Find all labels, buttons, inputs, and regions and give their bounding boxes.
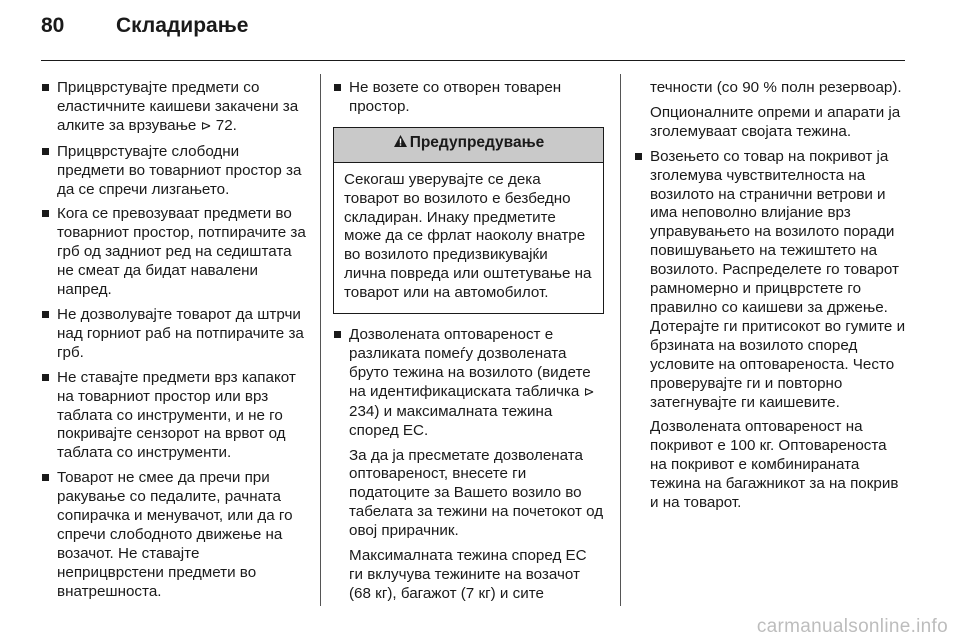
column-divider [620, 74, 621, 606]
header-rule [41, 60, 905, 61]
list-item: Кога се превозуваат предмети во товарниот простор, потпирачите за грб од задниот ред на седиштата не смеат да бидат навалени напред. [41, 205, 310, 300]
list-item: Не ставајте предмети врз капакот на товарниот простор или врз таблата со инструменти, и не го покривајте сензорот на врвот од таблата со инструменти. [41, 369, 310, 464]
list-item: Возењето со товар на покривот ја зголемува чувствителноста на возилото на странични ветрови и има неповолно влијание врз управувањето на возилото поради повишувањето на тежиштето на возилото. Распределете го товарот рамномерно и прицврстете го правилно со каишеви за држење. Дотерајте ги притисокот во гумите и брзината на возилото според условите на оптовареноста. Често проверувајте ги и повторно затегнувајте ги каишевите. [634, 148, 906, 413]
list-item: Не возете со отворен товарен простор. [333, 79, 604, 117]
column-3 [634, 79, 906, 519]
warning-header [334, 128, 603, 163]
column-2 [333, 79, 604, 610]
paragraph: Опционалните опреми и апарати ја зголемуваат својата тежина. [650, 103, 901, 140]
column-1 [41, 79, 310, 608]
list-item: Дозволената оптовареност е разликата помеѓу дозволената бруто тежина на возилото (видете на идентификациската табличка ⊳ 234) и максималната тежина според ЕС. [333, 326, 604, 440]
page-header [41, 14, 248, 54]
list-item: Прицврстувајте слободни предмети во товарниот простор за да се спречи лизгањето. [41, 143, 310, 200]
paragraph: За да ја пресметате дозволената оптовареност, внесете ги податоците за Вашето возило во табелата за тежини на почетокот од овој прирачник. [349, 446, 604, 540]
paragraph: Максималната тежина според ЕС ги вклучува тежините на возачот (68 кг), багажот (7 кг) и сите [349, 547, 587, 602]
chapter-title: Складирање [116, 14, 249, 37]
paragraph: Дозволената оптовареност на покривот е 100 кг. Оптовареноста на покривот е комбинираната тежина на багажникот за на покрив и на товарот. [650, 418, 899, 512]
page-number: 80 [41, 14, 65, 37]
list-item: Прицврстувајте предмети со еластичните каишеви закачени за алките за врзување ⊳ 72. [41, 79, 310, 137]
list-item: Товарот не смее да пречи при ракување со педалите, рачната сопирачка и менувачот, или да го спречи слободното движење на возачот. Не ставајте неприцврстени предмети во внатрешноста. [41, 469, 310, 601]
warning-body: Секогаш уверувајте се дека товарот во возилото е безбедно складиран. Инаку предметите може да се фрлат наоколу внатре во возилото предизвикувајќи лична повреда или оштетување на товарот или на автомобилот. [344, 170, 592, 302]
warning-box [333, 127, 604, 314]
reference-arrow-icon: ⊳ [200, 118, 212, 134]
column-divider [320, 74, 321, 606]
paragraph: течности (со 90 % полн резервоар). [650, 79, 902, 96]
reference-arrow-icon: ⊳ [583, 384, 595, 400]
watermark: carmanualsonline.info [756, 616, 948, 637]
warning-triangle-icon [393, 134, 408, 154]
list-item: Не дозволувајте товарот да штрчи над горниот раб на потпирачите за грб. [41, 306, 310, 363]
warning-title: Предупредување [409, 133, 545, 151]
